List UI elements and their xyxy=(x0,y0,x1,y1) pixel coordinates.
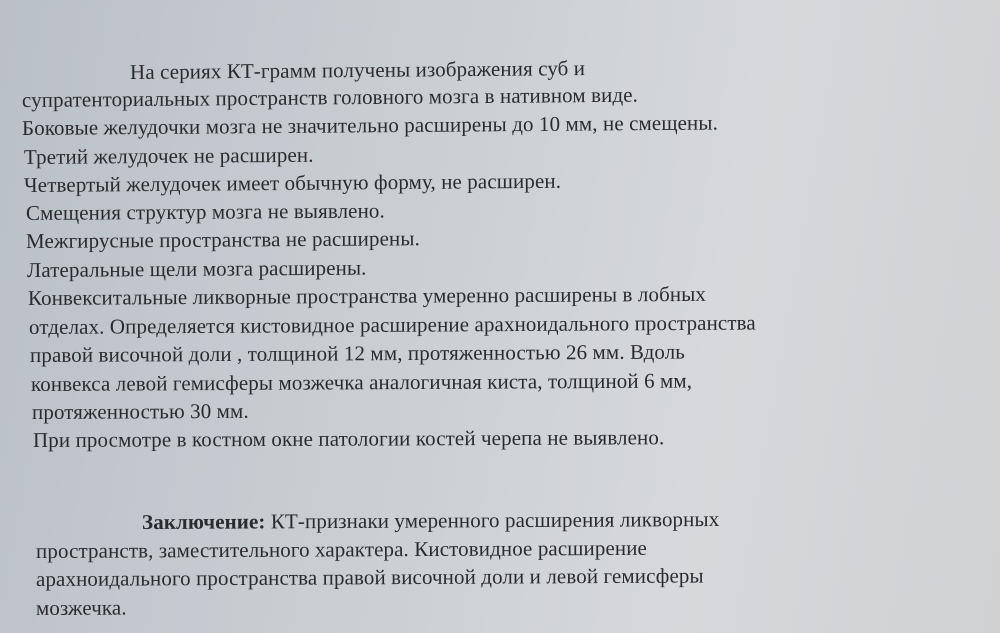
findings-line-6: Смещения структур мозга не выявлено. xyxy=(25,198,385,225)
findings-line-12: конвекса левой гемисферы мозжечка аналогичная киста, толщиной 6 мм, xyxy=(30,368,693,396)
conclusion-line-2: пространств, заместительного характера. Кистовидное расширение xyxy=(35,535,648,563)
findings-line-13: протяженностью 30 мм. xyxy=(31,398,249,424)
findings-line-8: Латеральные щели мозга расширены. xyxy=(26,255,367,282)
conclusion-first-line xyxy=(142,507,719,534)
findings-line-1: На сериях КТ-грамм получены изображения суб и xyxy=(129,56,586,84)
findings-line-2: супратенториальных пространств головного мозга в нативном виде. xyxy=(21,82,639,112)
findings-line-10: отделах. Определяется кистовидное расширение арахноидального пространства xyxy=(28,310,756,339)
findings-line-14: При просмотре в костном окне патологии костей черепа не выявлено. xyxy=(32,425,665,452)
findings-line-3: Боковые желудочки мозга не значительно расширены до 10 мм, не смещены. xyxy=(21,110,718,140)
conclusion-text: КТ-признаки умеренного расширения ликворных xyxy=(265,506,720,534)
findings-line-5: Четвертый желудочек имеет обычную форму, не расширен. xyxy=(23,168,562,197)
conclusion-label: Заключение: xyxy=(141,509,266,534)
findings-line-9: Конвекситальные ликворные пространства умеренно расширены в лобных xyxy=(27,281,707,310)
findings-line-7: Межгирусные пространства не расширены. xyxy=(25,226,420,253)
conclusion-line-4: мозжечка. xyxy=(35,595,127,620)
findings-line-11: правой височной доли , толщиной 12 мм, протяженностью 26 мм. Вдоль xyxy=(29,339,686,367)
conclusion-line-3: арахноидального пространства правой височной доли и левой гемисферы xyxy=(35,563,704,591)
findings-line-4: Третий желудочек не расширен. xyxy=(23,142,314,169)
